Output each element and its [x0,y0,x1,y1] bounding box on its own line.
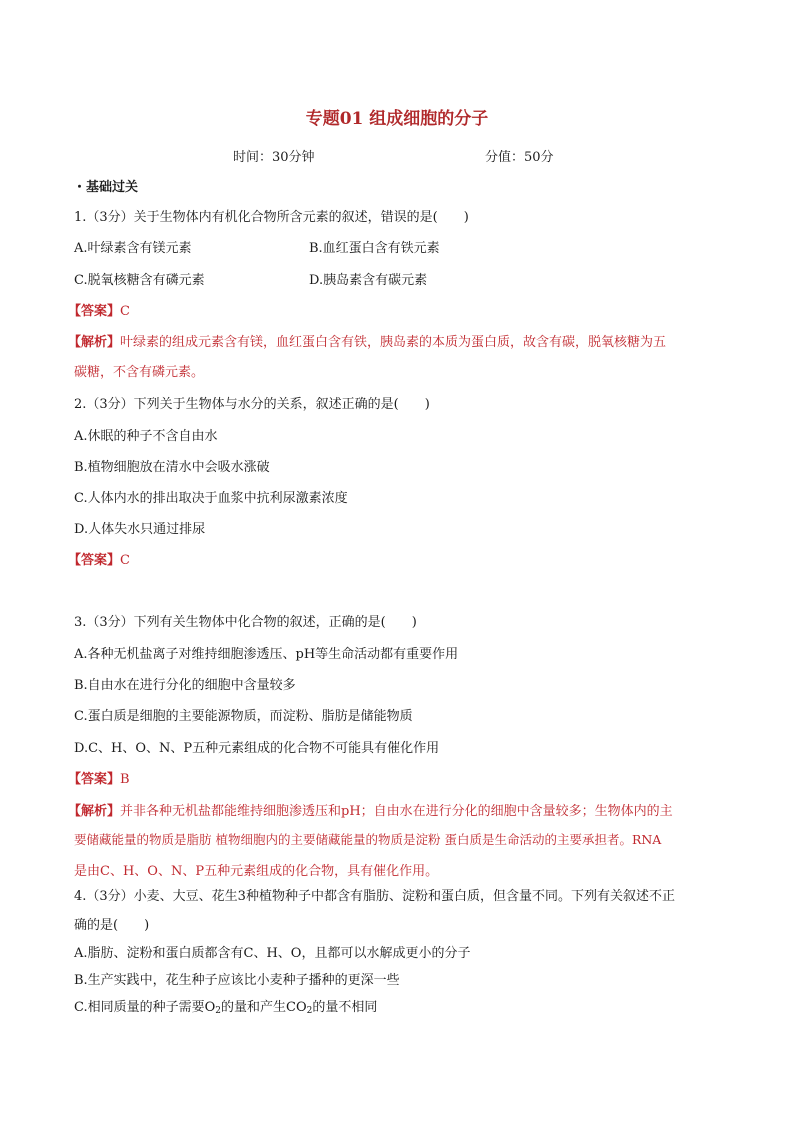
subscript-2: 2 [215,1006,222,1016]
question-1-stem: 1.（3分）关于生物体内有机化合物所含元素的叙述，错误的是( ) [74,210,469,225]
question-3-stem: 3.（3分）下列有关生物体中化合物的叙述，正确的是( ) [74,615,417,630]
answer-tag: 【答案】 [68,772,121,787]
score-label: 分值：50分 [485,150,554,165]
option-c-mid: 的量和产生CO [221,1000,307,1015]
answer-tag: 【答案】 [68,304,121,319]
question-1-option-c: C.脱氧核糖含有磷元素 [74,273,205,288]
question-1-analysis-line-2: 碳糖，不含有磷元素。 [74,365,205,380]
question-2-answer [68,549,130,568]
question-3-analysis-line-1 [68,800,673,819]
analysis-text: 叶绿素的组成元素含有镁，血红蛋白含有铁，胰岛素的本质为蛋白质，故含有碳，脱氧核糖为五 [120,335,667,350]
subscript-2: 2 [306,1006,313,1016]
section-heading: ・基础过关 [73,180,139,195]
answer-tag: 【答案】 [68,553,121,568]
question-1-option-a: A.叶绿素含有镁元素 [74,241,192,256]
question-4-option-b: B.生产实践中，花生种子应该比小麦种子播种的更深一些 [74,973,400,988]
question-2-option-b: B.植物细胞放在清水中会吸水涨破 [74,460,270,475]
question-4-stem-line-2: 确的是( ) [74,918,150,933]
question-3-option-c: C.蛋白质是细胞的主要能源物质，而淀粉、脂肪是储能物质 [74,709,413,724]
question-1-analysis-line-1 [68,331,666,350]
question-1-option-b: B.血红蛋白含有铁元素 [309,241,440,256]
question-3-analysis-line-2: 要储藏能量的物质是脂肪 植物细胞内的主要储藏能量的物质是淀粉 蛋白质是生命活动的主要承担者。RNA [74,832,662,847]
question-3-option-d: D.C、H、O、N、P五种元素组成的化合物不可能具有催化作用 [74,741,440,756]
question-2-stem: 2.（3分）下列关于生物体与水分的关系，叙述正确的是( ) [74,397,430,412]
question-3-option-b: B.自由水在进行分化的细胞中含量较多 [74,678,296,693]
question-2-option-a: A.休眠的种子不含自由水 [74,429,218,444]
analysis-text: 并非各种无机盐都能维持细胞渗透压和pH；自由水在进行分化的细胞中含量较多；生物体内的主 [120,804,673,819]
question-4-stem-line-1: 4.（3分）小麦、大豆、花生3种植物种子中都含有脂肪、淀粉和蛋白质，但含量不同。下列有关叙述不正 [74,889,675,904]
analysis-tag: 【解析】 [68,804,121,819]
question-3-analysis-line-3: 是由C、H、O、N、P五种元素组成的化合物，具有催化作用。 [74,864,439,879]
time-label: 时间：30分钟 [233,150,315,165]
question-2-option-d: D.人体失水只通过排尿 [74,522,206,537]
answer-value: C [120,553,130,568]
answer-value: B [120,772,130,787]
question-3-answer [68,768,130,787]
question-1-option-d: D.胰岛素含有碳元素 [309,273,428,288]
question-4-option-a: A.脂肪、淀粉和蛋白质都含有C、H、O，且都可以水解成更小的分子 [74,946,471,961]
document-title: 专题01 组成细胞的分子 [305,109,489,129]
answer-value: C [120,304,130,319]
question-3-option-a: A.各种无机盐离子对维持细胞渗透压、pH等生命活动都有重要作用 [74,647,459,662]
option-c-suffix: 的量不相同 [312,1000,378,1015]
option-c-prefix: C.相同质量的种子需要O [74,1000,216,1015]
question-2-option-c: C.人体内水的排出取决于血浆中抗利尿激素浓度 [74,491,348,506]
question-1-answer [68,300,130,319]
analysis-tag: 【解析】 [68,335,121,350]
question-4-option-c [74,996,377,1016]
